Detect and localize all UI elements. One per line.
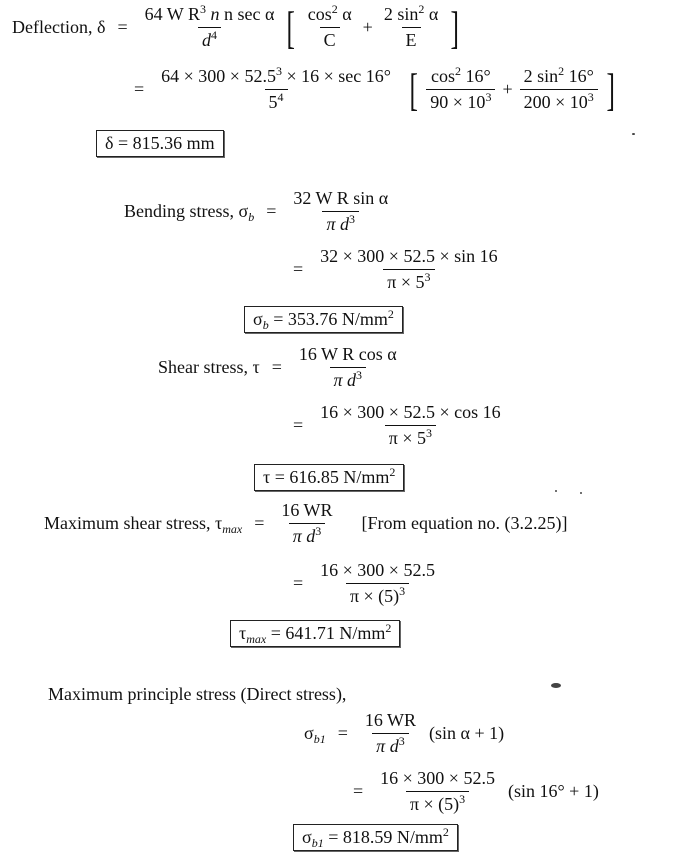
max-shear-stress-substitution: = $\frac{16 \times 300 \times 52.5}{\pi \times (5)^3}$ bbox=[293, 560, 435, 606]
bending-stress-substitution: = $\frac{32 \times 300 \times 52.5 \times \sin 16}{\pi \times 5^3}$ bbox=[293, 246, 498, 292]
deflection-substitution: = $\frac{64 \times 300 \times 52.5^3 \times 16 \times \sec 16^\circ}{5^4}$ [ $\frac{\cos^2 16^\circ}{90 \times 10^3}$ + $\frac{2 \sin^2 16^\circ}{200 \times 10^3}$ ] bbox=[134, 63, 615, 115]
bending-stress-formula: Bending stress, $\sigma_b$ = $\frac{\text{32 W R sin α}}{\pi d^3}$ bbox=[124, 188, 389, 234]
deflection-formula bbox=[12, 1, 465, 53]
result-box: $\sigma_b = 353.76$ $N/mm^2$ bbox=[244, 306, 403, 333]
shear-stress-formula: Shear stress, τ = $\frac{\text{16 W R cos α}}{\pi d^3}$ bbox=[158, 344, 397, 390]
result-box: $\sigma_{b1} = 818.59$ $N/mm^2$ bbox=[293, 824, 458, 851]
deflection-result bbox=[96, 130, 224, 157]
max-shear-stress-formula: Maximum shear stress, $\tau_{max}$ = $\frac{16 WR}{\pi d^3}$ [From equation no. (3.2.25)] bbox=[44, 500, 568, 546]
max-shear-stress-result bbox=[230, 620, 400, 647]
result-box: $\tau_{max} = 641.71$ $N/mm^2$ bbox=[230, 620, 400, 647]
scan-speck bbox=[551, 683, 561, 688]
equation-reference: [From equation no. (3.2.25)] bbox=[361, 513, 568, 533]
shear-stress-substitution: = $\frac{16 \times 300 \times 52.5 \times \cos 16}{\pi \times 5^3}$ bbox=[293, 402, 501, 448]
principle-stress-substitution: = $\frac{16 \times 300 \times 52.5}{\pi \times (5)^3}$ (sin 16° + 1) bbox=[353, 768, 599, 814]
deflection-label: Deflection, δ bbox=[12, 17, 106, 37]
scan-speck bbox=[555, 490, 557, 492]
deflection-main-fraction: $\frac{64 W R^3 n n \sec \alpha}{d^4}$ bbox=[144, 1, 275, 50]
result-box: τ = 616.85 $N/mm^2$ bbox=[254, 464, 404, 491]
shear-stress-result bbox=[254, 464, 404, 491]
equals-sign: = bbox=[117, 17, 128, 37]
result-box: δ = 815.36 mm bbox=[96, 130, 224, 157]
scan-speck bbox=[632, 133, 635, 135]
principle-stress-heading: Maximum principle stress (Direct stress), bbox=[48, 684, 347, 704]
principle-stress-result bbox=[293, 824, 458, 851]
bending-stress-result bbox=[244, 306, 403, 333]
scan-speck bbox=[580, 492, 582, 494]
principle-stress-formula: $\sigma_{b1}$ = $\frac{16 WR}{\pi d^3}$ (sin α + 1) bbox=[304, 710, 505, 756]
bracket-group: [ $\frac{\cos^2 \alpha}{C}$ + $\frac{2 \sin^2 \alpha}{E}$ ] bbox=[286, 1, 460, 53]
